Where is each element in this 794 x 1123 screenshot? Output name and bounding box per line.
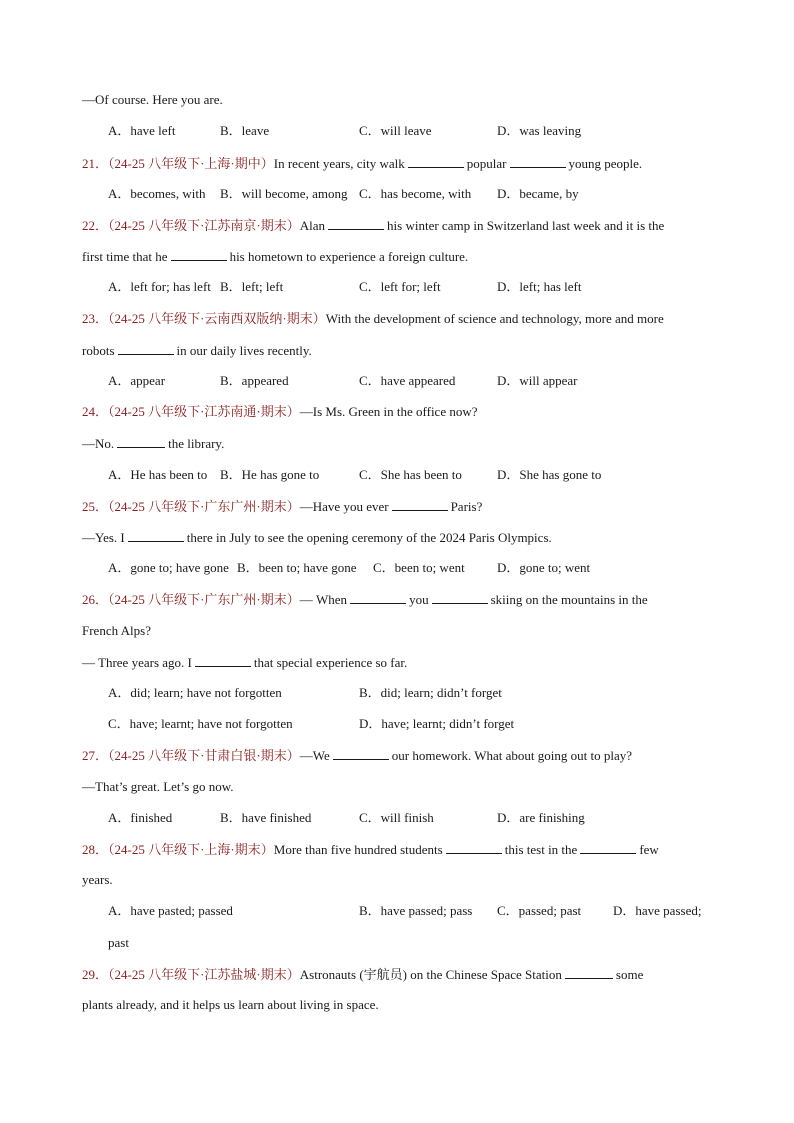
question-text: Astronauts (宇航员) on the Chinese Space Station bbox=[299, 967, 562, 982]
question-number: 29． bbox=[82, 967, 109, 982]
question-text: this test in the bbox=[504, 842, 578, 857]
question-29 bbox=[82, 966, 714, 983]
q20-option-d[interactable]: D．was leaving bbox=[497, 123, 582, 138]
question-24-line-2 bbox=[82, 435, 714, 452]
q28-option-b[interactable]: B．have passed; pass bbox=[359, 903, 473, 918]
q24-option-d[interactable]: D．She has gone to bbox=[497, 467, 602, 482]
question-source: （24-25 八年级下·上海·期中） bbox=[108, 156, 274, 171]
answer-blank[interactable] bbox=[195, 654, 251, 667]
question-text: — When bbox=[299, 592, 348, 607]
question-text: first time that he bbox=[82, 249, 168, 264]
q26-option-c[interactable]: C．have; learnt; have not forgotten bbox=[108, 716, 293, 731]
question-text: popular bbox=[466, 156, 507, 171]
answer-blank[interactable] bbox=[392, 498, 448, 511]
q26-option-b[interactable]: B．did; learn; didn’t forget bbox=[359, 685, 502, 700]
answer-blank[interactable] bbox=[432, 591, 488, 604]
answer-blank[interactable] bbox=[446, 841, 502, 854]
q26-option-a[interactable]: A．did; learn; have not forgotten bbox=[108, 685, 282, 700]
answer-blank[interactable] bbox=[118, 342, 174, 355]
q23-option-d[interactable]: D．will appear bbox=[497, 373, 578, 388]
q21-option-c[interactable]: C．has become, with bbox=[359, 186, 472, 201]
question-28 bbox=[82, 841, 714, 858]
question-26-line-3 bbox=[82, 654, 714, 671]
q22-option-c[interactable]: C．left for; left bbox=[359, 279, 441, 294]
question-26 bbox=[82, 591, 714, 608]
question-text: —Yes. I bbox=[82, 530, 125, 545]
q24-option-c[interactable]: C．She has been to bbox=[359, 467, 462, 482]
answer-blank[interactable] bbox=[171, 248, 227, 261]
q21-option-d[interactable]: D．became, by bbox=[497, 186, 579, 201]
question-25 bbox=[82, 498, 714, 515]
question-28-line-2: years. bbox=[82, 872, 113, 887]
q26-option-d[interactable]: D．have; learnt; didn’t forget bbox=[359, 716, 515, 731]
answer-blank[interactable] bbox=[408, 155, 464, 168]
question-text: in our daily lives recently. bbox=[176, 343, 312, 358]
answer-blank[interactable] bbox=[510, 155, 566, 168]
question-number: 24． bbox=[82, 404, 109, 419]
question-20-tail: —Of course. Here you are. bbox=[82, 92, 223, 107]
question-source: （24-25 八年级下·广东广州·期末） bbox=[108, 592, 300, 607]
q27-option-b[interactable]: B．have finished bbox=[220, 810, 312, 825]
answer-blank[interactable] bbox=[128, 529, 184, 542]
answer-blank[interactable] bbox=[117, 435, 165, 448]
question-text: — Three years ago. I bbox=[82, 655, 192, 670]
question-text: In recent years, city walk bbox=[273, 156, 405, 171]
question-source: （24-25 八年级下·上海·期末） bbox=[108, 842, 274, 857]
q20-option-b[interactable]: B．leave bbox=[220, 123, 270, 138]
q21-option-b[interactable]: B．will become, among bbox=[220, 186, 348, 201]
question-number: 22． bbox=[82, 218, 109, 233]
question-27-line-2: —That’s great. Let’s go now. bbox=[82, 779, 234, 794]
q23-option-a[interactable]: A．appear bbox=[108, 373, 166, 388]
question-26-line-2: French Alps? bbox=[82, 623, 151, 638]
q27-option-d[interactable]: D．are finishing bbox=[497, 810, 585, 825]
question-number: 28． bbox=[82, 842, 109, 857]
question-23 bbox=[82, 311, 714, 327]
question-text: —Have you ever bbox=[299, 499, 389, 514]
q27-option-a[interactable]: A．finished bbox=[108, 810, 173, 825]
question-source: （24-25 八年级下·江苏南通·期末） bbox=[108, 404, 300, 419]
question-text: With the development of science and technology, more and more bbox=[325, 311, 664, 326]
question-text: his winter camp in Switzerland last week and it is the bbox=[387, 218, 665, 233]
question-21 bbox=[82, 155, 714, 172]
q28-option-c[interactable]: C．passed; past bbox=[497, 903, 582, 918]
question-source: （24-25 八年级下·广东广州·期末） bbox=[108, 499, 300, 514]
q22-option-b[interactable]: B．left; left bbox=[220, 279, 284, 294]
q21-option-a[interactable]: A．becomes, with bbox=[108, 186, 206, 201]
question-29-line-2: plants already, and it helps us learn about living in space. bbox=[82, 997, 379, 1012]
question-number: 25． bbox=[82, 499, 109, 514]
question-text: skiing on the mountains in the bbox=[490, 592, 648, 607]
question-23-line-2 bbox=[82, 342, 714, 359]
answer-blank[interactable] bbox=[333, 747, 389, 760]
question-text: robots bbox=[82, 343, 115, 358]
question-text: —We bbox=[299, 748, 330, 763]
question-text: some bbox=[615, 967, 644, 982]
question-27 bbox=[82, 747, 714, 764]
question-text: few bbox=[639, 842, 659, 857]
question-text: young people. bbox=[568, 156, 643, 171]
q28-option-a[interactable]: A．have pasted; passed bbox=[108, 903, 233, 918]
q25-option-d[interactable]: D．gone to; went bbox=[497, 560, 591, 575]
q24-option-a[interactable]: A．He has been to bbox=[108, 467, 208, 482]
answer-blank[interactable] bbox=[565, 966, 613, 979]
question-text: Paris? bbox=[450, 499, 483, 514]
question-text: our homework. What about going out to play? bbox=[391, 748, 632, 763]
q27-option-c[interactable]: C．will finish bbox=[359, 810, 434, 825]
question-source: （24-25 八年级下·甘肃白银·期末） bbox=[108, 748, 300, 763]
question-number: 21． bbox=[82, 156, 109, 171]
question-source: （24-25 八年级下·云南西双版纳·期末） bbox=[108, 311, 326, 326]
q25-option-a[interactable]: A．gone to; have gone bbox=[108, 560, 229, 575]
answer-blank[interactable] bbox=[350, 591, 406, 604]
q24-option-b[interactable]: B．He has gone to bbox=[220, 467, 320, 482]
question-22 bbox=[82, 217, 714, 234]
q25-option-b[interactable]: B．been to; have gone bbox=[237, 560, 357, 575]
q20-option-c[interactable]: C．will leave bbox=[359, 123, 432, 138]
question-25-line-2 bbox=[82, 529, 714, 546]
question-text: his hometown to experience a foreign culture. bbox=[229, 249, 469, 264]
question-text: there in July to see the opening ceremony of the 2024 Paris Olympics. bbox=[186, 530, 552, 545]
question-number: 26． bbox=[82, 592, 109, 607]
q22-option-a[interactable]: A．left for; has left bbox=[108, 279, 211, 294]
question-number: 27． bbox=[82, 748, 109, 763]
q23-option-b[interactable]: B．appeared bbox=[220, 373, 289, 388]
q20-option-a[interactable]: A．have left bbox=[108, 123, 176, 138]
question-source: （24-25 八年级下·江苏盐城·期末） bbox=[108, 967, 300, 982]
question-text: More than five hundred students bbox=[273, 842, 443, 857]
q22-option-d[interactable]: D．left; has left bbox=[497, 279, 582, 294]
q28-option-d-continued: past bbox=[108, 935, 129, 950]
question-22-line-2 bbox=[82, 248, 714, 265]
question-text: you bbox=[409, 592, 429, 607]
q23-option-c[interactable]: C．have appeared bbox=[359, 373, 456, 388]
q28-option-d[interactable]: D．have passed; bbox=[613, 903, 702, 918]
question-source: （24-25 八年级下·江苏南京·期末） bbox=[108, 218, 300, 233]
answer-blank[interactable] bbox=[580, 841, 636, 854]
question-24 bbox=[82, 404, 714, 420]
question-text: the library. bbox=[168, 436, 225, 451]
question-text: Alan bbox=[299, 218, 326, 233]
question-text: —Is Ms. Green in the office now? bbox=[299, 404, 478, 419]
question-text: —No. bbox=[82, 436, 115, 451]
answer-blank[interactable] bbox=[328, 217, 384, 230]
question-number: 23． bbox=[82, 311, 109, 326]
question-text: that special experience so far. bbox=[253, 655, 408, 670]
q25-option-c[interactable]: C．been to; went bbox=[373, 560, 465, 575]
